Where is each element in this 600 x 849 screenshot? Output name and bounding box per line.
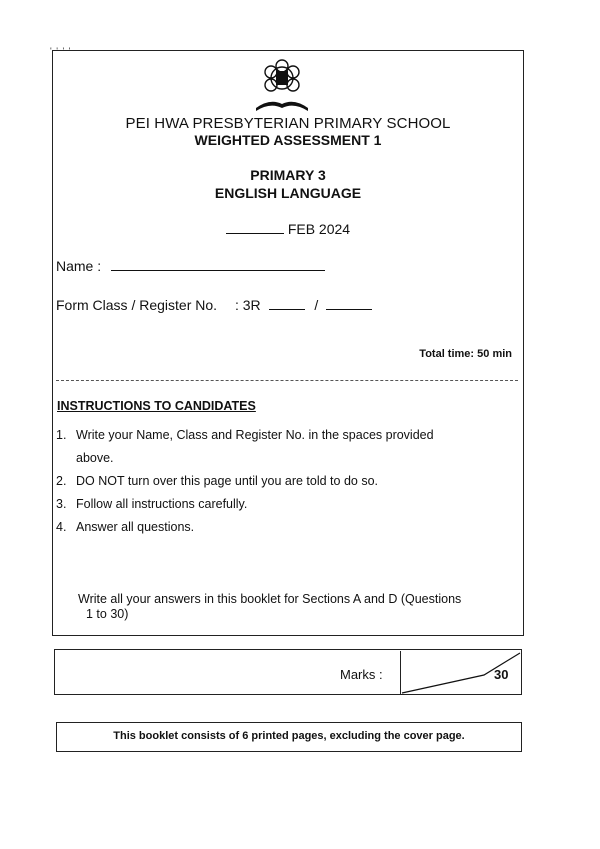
name-row: [56, 258, 325, 274]
school-name: PEI HWA PRESBYTERIAN PRIMARY SCHOOL: [125, 115, 451, 132]
instruction-item: 4. Answer all questions.: [56, 520, 195, 534]
register-blank[interactable]: [326, 309, 372, 310]
marks-total: 30: [494, 667, 509, 682]
instruction-item: 2. DO NOT turn over this page until you are told to do so.: [56, 474, 379, 488]
instruction-item: 1. Write your Name, Class and Register No. in the spaces provided: [56, 428, 434, 442]
instruction-item: 3. Follow all instructions carefully.: [56, 497, 248, 511]
name-blank[interactable]: [111, 270, 325, 271]
name-label: Name :: [56, 258, 102, 274]
form-class-row: [56, 297, 372, 313]
form-class-prefix: : 3R: [234, 297, 261, 313]
day-blank[interactable]: [226, 233, 284, 234]
instruction-item-continuation: above.: [76, 451, 114, 465]
form-class-label: Form Class / Register No.: [56, 297, 218, 313]
marks-label: Marks :: [340, 667, 383, 682]
instructions-list: [56, 424, 496, 539]
exam-date: [52, 221, 524, 237]
level-title: PRIMARY 3: [250, 167, 326, 183]
assessment-title: WEIGHTED ASSESSMENT 1: [194, 132, 382, 148]
total-time: Total time: 50 min: [419, 348, 512, 360]
school-crest-icon: [252, 58, 312, 114]
instructions-title: INSTRUCTIONS TO CANDIDATES: [57, 399, 256, 413]
footer-note: This booklet consists of 6 printed pages, excluding the cover page.: [56, 722, 522, 752]
section-divider: [56, 380, 518, 381]
class-blank[interactable]: [269, 309, 305, 310]
register-slash: /: [314, 297, 319, 313]
answers-note: Write all your answers in this booklet for Sections A and D (Questions 1 to 30): [78, 592, 462, 621]
subject-title: ENGLISH LANGUAGE: [214, 185, 362, 201]
scan-marks: ' ' ' ': [50, 46, 72, 56]
date-text: FEB 2024: [287, 221, 351, 237]
